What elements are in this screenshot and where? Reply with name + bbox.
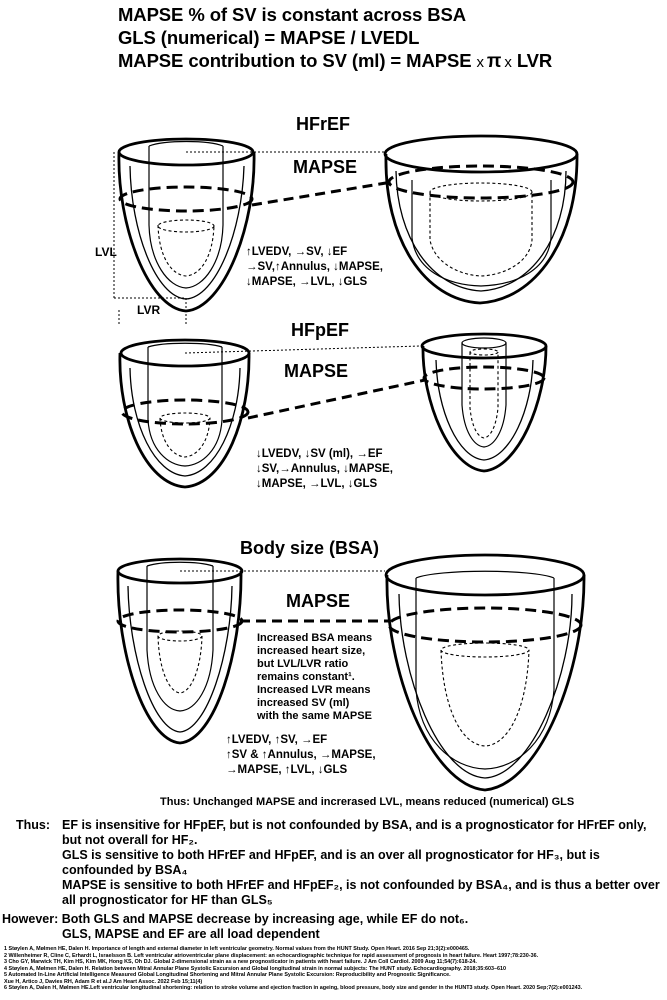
- hfref-changes-text: ↑LVEDV, →SV, ↓EF →SV,↑Annulus, ↓MAPSE, ↓MAPSE, →LVL, ↓GLS: [246, 246, 383, 288]
- reference-item: 6 Støylen A, Dalen H, Mølmen HE.Left ventricular longitudinal shortening: relation to stroke volume and ejection fraction in ageing, blood pressure, body size and gender in the HUNT3 study. Open Heart. 2020 Sep;7(2):e001243.: [4, 985, 583, 991]
- bsa-changes-text: ↑LVEDV, ↑SV, →EF ↑SV & ↑Annulus, →MAPSE, →MAPSE, ↑LVL, ↓GLS: [226, 734, 376, 776]
- reference-item: 2 Willenheimer R, Cline C, Erhardt L, Israelsson B. Left ventricular atrioventricular plane displacement: an echocardiographic technique for rapid assessment of prognosis in heart failure. Heart 1997;78:230-36.: [4, 952, 539, 959]
- hfpef-hypertrophied-heart: [422, 334, 546, 471]
- thus-ef-point: EF is insensitive for HFpEF, but is not confounded by BSA, and is a prognosticator for HFrEF only, but not overall for HF₂.: [62, 818, 647, 847]
- reference-item: 1 Støylen A, Mølmen HE, Dalen H. Importance of length and external diameter in left ventricular geometry. Normal values from the HUNT Study. Open Heart. 2016 Sep 21;3(2):e000465.: [4, 946, 470, 952]
- bsa-large-heart: [386, 555, 584, 790]
- thus-gls-point: GLS is sensitive to both HFrEF and HFpEF, and is an over all prognosticator for HF₃, but is confounded by BSA₄: [62, 848, 600, 877]
- reference-item: 3 Cho GY, Marwick TH, Kim HS, Kim MK, Hong KS, Oh DJ. Global 2-dimensional strain as a new prognosticator in patients with heart failure. J Am Coll Cardiol. 2009 Aug 11;54(7):618-24.: [4, 959, 477, 965]
- bsa-small-heart: [118, 559, 242, 743]
- hfpef-changes-text: ↓LVEDV, ↓SV (ml), →EF ↓SV,→Annulus, ↓MAPSE, ↓MAPSE, →LVL, ↓GLS: [256, 448, 393, 490]
- bsa-title: Body size (BSA): [240, 538, 380, 558]
- hfref-mapse-label: MAPSE: [293, 157, 358, 177]
- lvr-label: LVR: [137, 303, 161, 317]
- multiply-sign: x: [476, 54, 484, 71]
- thus-mapse-point: MAPSE is sensitive to both HFrEF and HFpEF₂, is not confounded by BSA₄, and is thus a better over all prognosticator for HF than GLS₅: [62, 878, 660, 907]
- bsa-mapse-label: MAPSE: [286, 591, 351, 611]
- conclusion-line: Thus: Unchanged MAPSE and increrased LVL, means reduced (numerical) GLS: [160, 796, 575, 808]
- however-line-2: GLS, MAPSE and EF are all load dependent: [62, 927, 320, 941]
- reference-item: 5 Automated In-Line Artificial Intelligence Measured Global Longitudinal Shortening and Mitral Annular Plane Systolic Excursion: Reproducibility and Prognostic Significance.: [4, 972, 451, 978]
- hfpef-title: HFpEF: [291, 320, 349, 340]
- lvl-label: LVL: [95, 245, 117, 259]
- header-line-2: GLS (numerical) = MAPSE / LVEDL: [118, 27, 420, 48]
- thus-paragraphs: [62, 818, 660, 908]
- header-line-3-text: MAPSE contribution to SV (ml) = MAPSE: [118, 50, 477, 71]
- however-line-1: However: Both GLS and MAPSE decrease by increasing age, while EF do not₆.: [2, 912, 469, 926]
- bsa-explanation-note: Increased BSA means increased heart size, but LVL/LVR ratio remains constant¹. Increased LVR means increased SV (ml) with the same MAPSE: [257, 632, 373, 722]
- references-list: [4, 946, 664, 992]
- pi-symbol: π: [486, 51, 502, 72]
- reference-item: 4 Støylen A, Mølmen HE, Dalen H. Relation between Mitral Annular Plane Systolic Excursion and Global longitudinal strain in normal subjects: The HUNT study. Echocardiography. 2018;35:603–610: [4, 965, 507, 972]
- hfpef-mapse-label: MAPSE: [284, 361, 349, 381]
- multiply-sign: x: [504, 54, 512, 71]
- header-line-3-lvr: LVR: [511, 50, 553, 71]
- thus-label: Thus:: [16, 818, 51, 832]
- header-line-1: MAPSE % of SV is constant across BSA: [118, 4, 466, 25]
- hfref-normal-heart: [119, 139, 254, 311]
- reference-item: Xue H, Artico J, Davies RH, Adam R et al.J Am Heart Assoc. 2022 Feb 15;11(4): [4, 978, 203, 985]
- hfpef-normal-heart: [120, 340, 249, 487]
- hfref-dilated-heart: [385, 136, 577, 303]
- hfref-title: HFrEF: [296, 114, 350, 134]
